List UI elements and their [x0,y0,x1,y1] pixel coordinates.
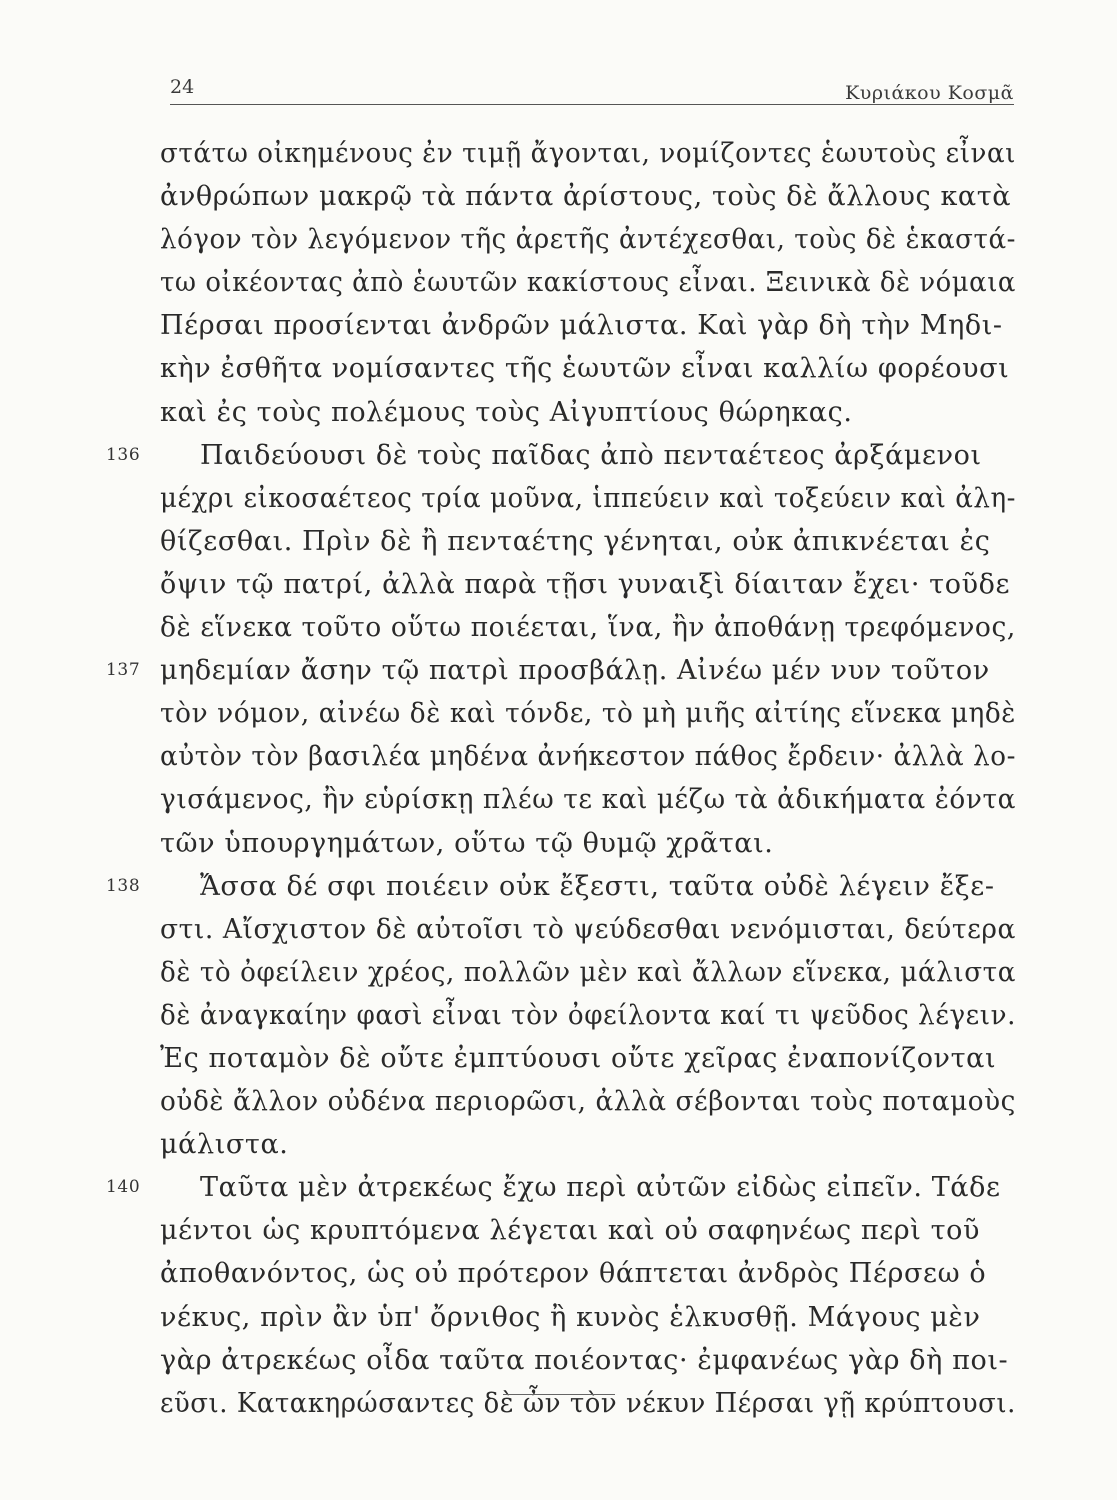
line-text: ἀποθανόντος, ὡς οὐ πρότερον θάπτεται ἀνδρὸς Πέρσεω ὁ [160,1258,987,1290]
line-text: ὄψιν τῷ πατρί, ἀλλὰ παρὰ τῇσι γυναιξὶ δίαιταν ἔχει· τοῦδε [160,568,1011,600]
line-text: μέντοι ὡς κρυπτόμενα λέγεται καὶ οὐ σαφηνέως περὶ τοῦ [160,1215,981,1247]
text-line [160,304,1016,347]
line-text: δὲ ἀναγκαίην φασὶ εἶναι τὸν ὀφείλοντα καί τι ψεῦδος λέγειν. [160,999,1016,1031]
text-line [160,778,1016,821]
text-line [160,692,1016,735]
text-line [160,1382,1016,1425]
text-body [106,132,1017,1425]
line-text: τω οἰκέοντας ἀπὸ ἑωυτῶν κακίστους εἶναι. Ξεινικὰ δὲ νόμαια [160,267,1016,299]
text-line [160,1209,1016,1252]
line-text: κὴν ἐσθῆτα νομίσαντες τῆς ἑωυτῶν εἶναι καλλίω φορέουσι [160,353,1010,385]
text-line [160,1252,1016,1295]
line-text: μάλιστα. [160,1129,289,1161]
line-text: μηδεμίαν ἄσην τῷ πατρὶ προσβάλῃ. Αἰνέω μέν νυν τοῦτον [160,655,990,687]
text-line [160,1037,1016,1080]
line-text: Πέρσαι προσίενται ἀνδρῶν μάλιστα. Καὶ γὰρ δὴ τὴν Μηδι- [160,310,1003,342]
text-line [106,434,1016,477]
text-line [160,132,1016,175]
line-text: δὲ εἵνεκα τοῦτο οὕτω ποιέεται, ἵνα, ἢν ἀποθάνῃ τρεφόμενος, [160,612,1016,644]
text-line [160,520,1016,563]
text-line [160,563,1016,606]
line-text: Ἄσσα δέ σφι ποιέειν οὐκ ἔξεστι, ταῦτα οὐδὲ λέγειν ἔξε- [200,870,995,902]
text-line [106,649,1016,692]
line-text: γὰρ ἀτρεκέως οἶδα ταῦτα ποιέοντας· ἐμφανέως γὰρ δὴ ποι- [160,1344,1009,1376]
text-line [160,391,1016,434]
text-line [160,1080,1016,1123]
text-line [160,951,1016,994]
line-text: εῦσι. Κατακηρώσαντες δὲ ὦν τὸν νέκυν Πέρσαι γῇ κρύπτουσι. [160,1387,1016,1419]
text-line [160,1123,1016,1166]
section-number: 140 [106,1177,141,1198]
text-line [160,261,1016,304]
text-line [160,735,1016,778]
line-text: Ταῦτα μὲν ἀτρεκέως ἔχω περὶ αὐτῶν εἰδὼς εἰπεῖν. Τάδε [200,1172,1001,1204]
page-header [170,76,1014,106]
line-text: ἀνθρώπων μακρῷ τὰ πάντα ἀρίστους, τοὺς δὲ ἄλλους κατὰ [160,181,1012,213]
text-line [160,994,1016,1037]
line-text: Παιδεύουσι δὲ τοὺς παῖδας ἀπὸ πενταέτεος ἀρξάμενοι [200,439,982,471]
text-line [160,1339,1016,1382]
line-text: τὸν νόμον, αἰνέω δὲ καὶ τόνδε, τὸ μὴ μιῆς αἰτίης εἵνεκα μηδὲ [160,698,1017,730]
line-text: λόγον τὸν λεγόμενον τῆς ἀρετῆς ἀντέχεσθαι, τοὺς δὲ ἑκαστά- [160,224,1017,256]
text-line [160,1296,1016,1339]
page-number: 24 [170,76,195,98]
line-text: αὐτὸν τὸν βασιλέα μηδένα ἀνήκεστον πάθος ἔρδειν· ἀλλὰ λο- [160,741,1017,773]
section-number: 137 [106,660,141,681]
line-text: τῶν ὑπουργημάτων, οὕτω τῷ θυμῷ χρᾶται. [160,827,774,859]
running-title: Κυριάκου Κοσμᾶ [845,82,1014,104]
text-line [160,175,1016,218]
section-number: 136 [106,444,141,465]
line-text: μέχρι εἰκοσαέτεος τρία μοῦνα, ἱππεύειν καὶ τοξεύειν καὶ ἀλη- [160,482,1017,514]
line-text: καὶ ἐς τοὺς πολέμους τοὺς Αἰγυπτίους θώρηκας. [160,396,853,428]
line-text: νέκυς, πρὶν ἂν ὑπ' ὄρνιθος ἢ κυνὸς ἑλκυσθῇ. Μάγους μὲν [160,1301,981,1333]
text-line [160,218,1016,261]
text-line [160,477,1016,520]
line-text: θίζεσθαι. Πρὶν δὲ ἢ πενταέτης γένηται, οὐκ ἀπικνέεται ἐς [160,525,991,557]
footer-rule [503,1394,615,1395]
header-rule [170,104,1014,105]
text-line [106,865,1016,908]
line-text: οὐδὲ ἄλλον οὐδένα περιορῶσι, ἀλλὰ σέβονται τοὺς ποταμοὺς [160,1086,1016,1118]
text-line [160,347,1016,390]
line-text: δὲ τὸ ὀφείλειν χρέος, πολλῶν μὲν καὶ ἄλλων εἵνεκα, μάλιστα [160,956,1016,988]
text-line [106,1166,1016,1209]
line-text: Ἐς ποταμὸν δὲ οὔτε ἐμπτύουσι οὔτε χεῖρας ἐναπονίζονται [160,1042,997,1074]
text-line [160,822,1016,865]
text-line [160,606,1016,649]
line-text: στι. Αἴσχιστον δὲ αὐτοῖσι τὸ ψεύδεσθαι νενόμισται, δεύτερα [160,913,1016,945]
line-text: στάτω οἰκημένους ἐν τιμῇ ἄγονται, νομίζοντες ἑωυτοὺς εἶναι [160,138,1016,169]
line-text: γισάμενος, ἢν εὑρίσκῃ πλέω τε καὶ μέζω τὰ ἀδικήματα ἐόντα [160,784,1016,816]
text-line [160,908,1016,951]
section-number: 138 [106,875,141,896]
